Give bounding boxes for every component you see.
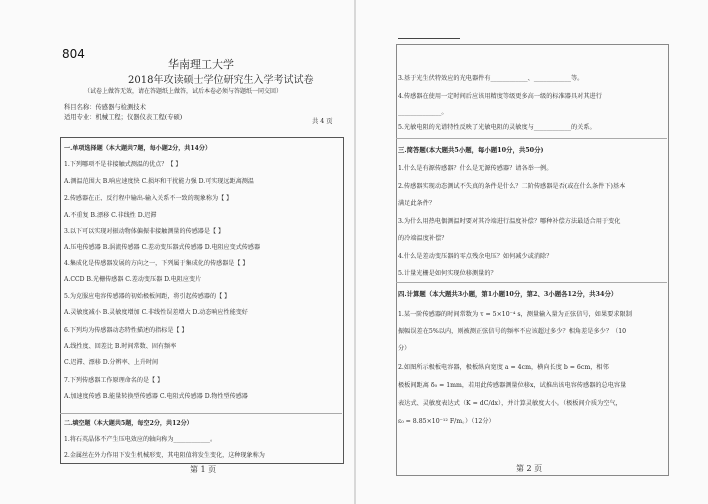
question-line: ε₀ = 8.85×10⁻¹² F/m。）（12分） [398, 418, 495, 425]
question-line: 4.传感器在使用一定时间后应该用精度等级更多高一级的标准器具对其进行 [398, 93, 602, 100]
majors-line: 适用专业：机械工程；仪器仪表工程(专硕) [64, 114, 183, 121]
exam-notice: （试卷上做答无效，请在答题纸上做答，试后本卷必须与答题纸一同交回） [84, 88, 283, 95]
question-line: 5.为克服应电容传感器的初始极板间距，将引起传感器的【 】 [64, 293, 231, 300]
section-divider [60, 413, 342, 414]
question-line: C.迟滞、漂移 D.分辨率、上升时间 [64, 359, 159, 366]
page-footer-right: 第 2 页 [516, 464, 543, 473]
answer-underline [398, 38, 460, 39]
page-fold [354, 0, 356, 504]
question-line: 6.下列均为传感器动态特性描述的指标是【 】 [64, 327, 188, 334]
question-line: A.测温范围大 B.响应速度快 C.损坏和干扰能力强 D.可实现远距离测温 [64, 178, 254, 185]
question-line: 2.传感器在正、反行程中输出-输入关系不一致的现象称为【 】 [64, 195, 233, 202]
question-line: 2.如图所示极板电容器，极板纵向宽度 a = 4cm，横向长度 b = 6cm，相邻 [398, 364, 609, 371]
question-line: 1.下列哪项不是非接触式测温的优点？【 】 [64, 161, 182, 168]
question-line: ______________。 [398, 109, 448, 116]
question-line: A.CCD B.光栅传感器 C.差动变压器 D.电阻应变片 [64, 276, 202, 283]
page-footer-left: 第 1 页 [190, 465, 217, 474]
question-line: A.灵敏度减小 B.灵敏度增加 C.非线性误差增大 D.动态响应性能变好 [64, 309, 248, 316]
question-line: 3.为什么用热电偶测温时要对其冷端进行温度补偿？哪种补偿方法最适合用于变化 [398, 218, 621, 225]
question-line: A.加速度传感 B.能量转换型传感器 C.电阻式传感器 D.物性型传感器 [64, 393, 248, 400]
questions-frame-left [60, 137, 344, 464]
question-line: 的冷端温度补偿？ [398, 235, 448, 242]
section-divider [396, 282, 667, 283]
question-line: A.压电传感器 B.涡流传感器 C.差动变压器式传感器 D.电阻应变式传感器 [64, 244, 261, 251]
question-line: 3.基于光生伏特效应的光电器件有____________、____________等。 [398, 75, 584, 82]
section-heading: 二.填空题（本大题共5题，每空2分，共12分） [64, 420, 193, 427]
question-line: 5.计量光栅是如何实现位移测量的？ [398, 270, 497, 277]
question-line: 3.以下可以实现对振动物体偏振非接触测量的传感器是【 】 [64, 228, 225, 235]
question-line: 极板间距离 δ₀ = 1mm，若用此传感器测量位移x，试推出该电容传感器的总电容量 [398, 382, 627, 389]
exam-code: 804 [62, 47, 85, 61]
question-line: 2.金属丝在外力作用下发生机械形变，其电阻值将发生变化，这种现象称为 [64, 452, 265, 459]
question-line: 4.什么是差动变压器的零点残余电压？如何减少或消除？ [398, 253, 553, 260]
question-line: 1.将石英晶体不产生压电效应的轴向称为____________。 [64, 436, 217, 443]
question-line: 5.光敏电阻的光谱特性反映了光敏电阻的灵敏度与____________的关系。 [398, 124, 596, 131]
question-line: A.不重复 B.漂移 C.非线性 D.迟滞 [64, 212, 157, 219]
section-heading: 一.单项选择题（本大题共7题，每小题2分，共14分） [64, 145, 212, 152]
section-divider [396, 138, 667, 139]
exam-title: 2018年攻读硕士学位研究生入学考试试卷 [128, 75, 314, 86]
question-line: 满足此条件？ [398, 200, 436, 207]
question-line: 1.什么是有源传感器？什么是无源传感器？请各举一例。 [398, 165, 553, 172]
question-line: 1.某一阶传感器的时间常数为 τ = 5×10⁻⁴ s，测量输入量为正弦信号，如果要求限制 [398, 311, 632, 318]
question-line: 振幅误差在5%以内，则被测正弦信号的频率不应该超过多少？相角差是多少？（10 [398, 328, 627, 335]
question-line: 4.集成化是传感器发展的方向之一，下列属于集成化的传感器是【 】 [64, 260, 249, 267]
section-heading: 三.简答题(本大题共5小题，每小题10分，共50分) [398, 146, 544, 154]
section-heading: 四.计算题（本大题共3小题，第1小题10分，第2、3小题各12分，共34分） [398, 290, 618, 298]
question-line: 7.下列传感器工作原理命名的是【 】 [64, 377, 164, 384]
question-line: 分） [398, 345, 411, 352]
page-count: 共 4 页 [312, 118, 333, 125]
question-line: A.线性度、回差比 B.时间常数、固有频率 [64, 343, 177, 350]
university-name: 华南理工大学 [168, 58, 234, 71]
subject-line: 科目名称：传感器与检测技术 [64, 104, 146, 111]
question-line: 2.传感器实现动态测试不失真的条件是什么？二阶传感器是否(或在什么条件下)基本 [398, 183, 626, 190]
question-line: 表达式、灵敏度表达式（K = dC/dx），并计算灵敏度大小。（极板间介质为空气， [398, 400, 622, 407]
